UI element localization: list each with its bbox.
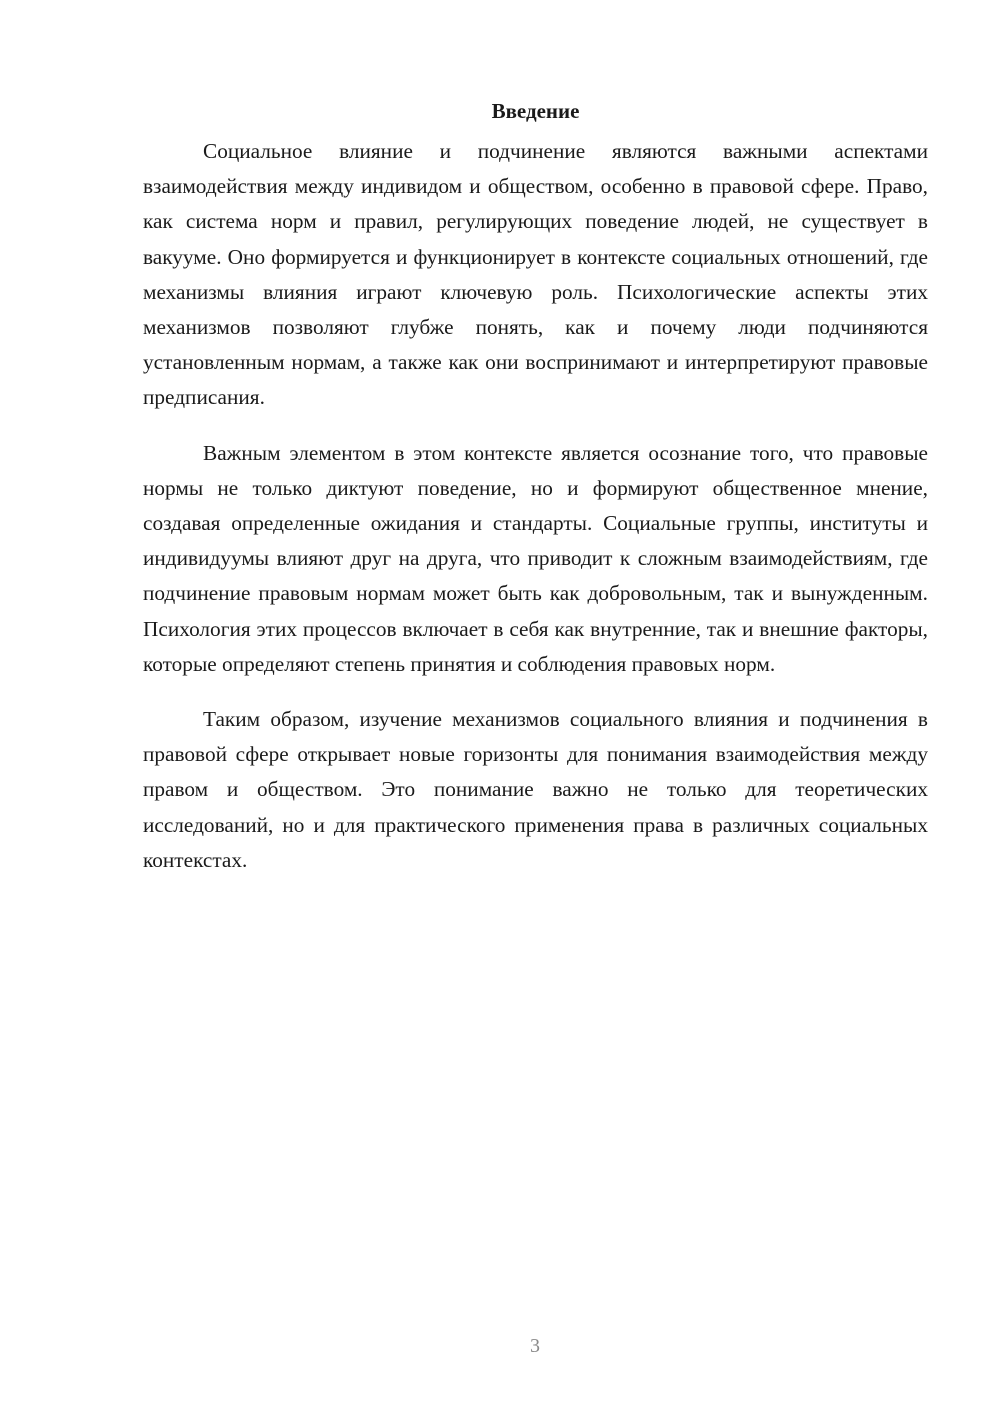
paragraph-3: Таким образом, изучение механизмов социального влияния и подчинения в правовой сфере открывает новые горизонты для понимания взаимодействия между правом и обществом. Это понимание важно не только для теоретических исследований, но и для практического применения права в различных социальных контекстах.: [143, 707, 928, 872]
section-heading: Введение: [491, 99, 580, 123]
paragraph-2: Важным элементом в этом контексте является осознание того, что правовые нормы не только диктуют поведение, но и формируют общественное мнение, создавая определенные ожидания и стандарты. Социальные группы, институты и индивидуумы влияют друг на друга, что приводит к сложным взаимодействиям, где подчинение правовым нормам может быть как добровольным, так и вынужденным. Психология этих процессов включает в себя как внутренние, так и внешние факторы, которые определяют степень принятия и соблюдения правовых норм.: [143, 440, 928, 676]
paragraph-1: Социальное влияние и подчинение являются важными аспектами взаимодействия между индивидом и обществом, особенно в правовой сфере. Право, как система норм и правил, регулирующих поведение людей, не существует в вакууме. Оно формируется и функционирует в контексте социальных отношений, где механизмы влияния играют ключевую роль. Психологические аспекты этих механизмов позволяют глубже понять, как и почему люди подчиняются установленным нормам, а также как они воспринимают и интерпретируют правовые предписания.: [143, 139, 928, 410]
page-number: 3: [530, 1335, 540, 1357]
page-content: [143, 98, 928, 898]
